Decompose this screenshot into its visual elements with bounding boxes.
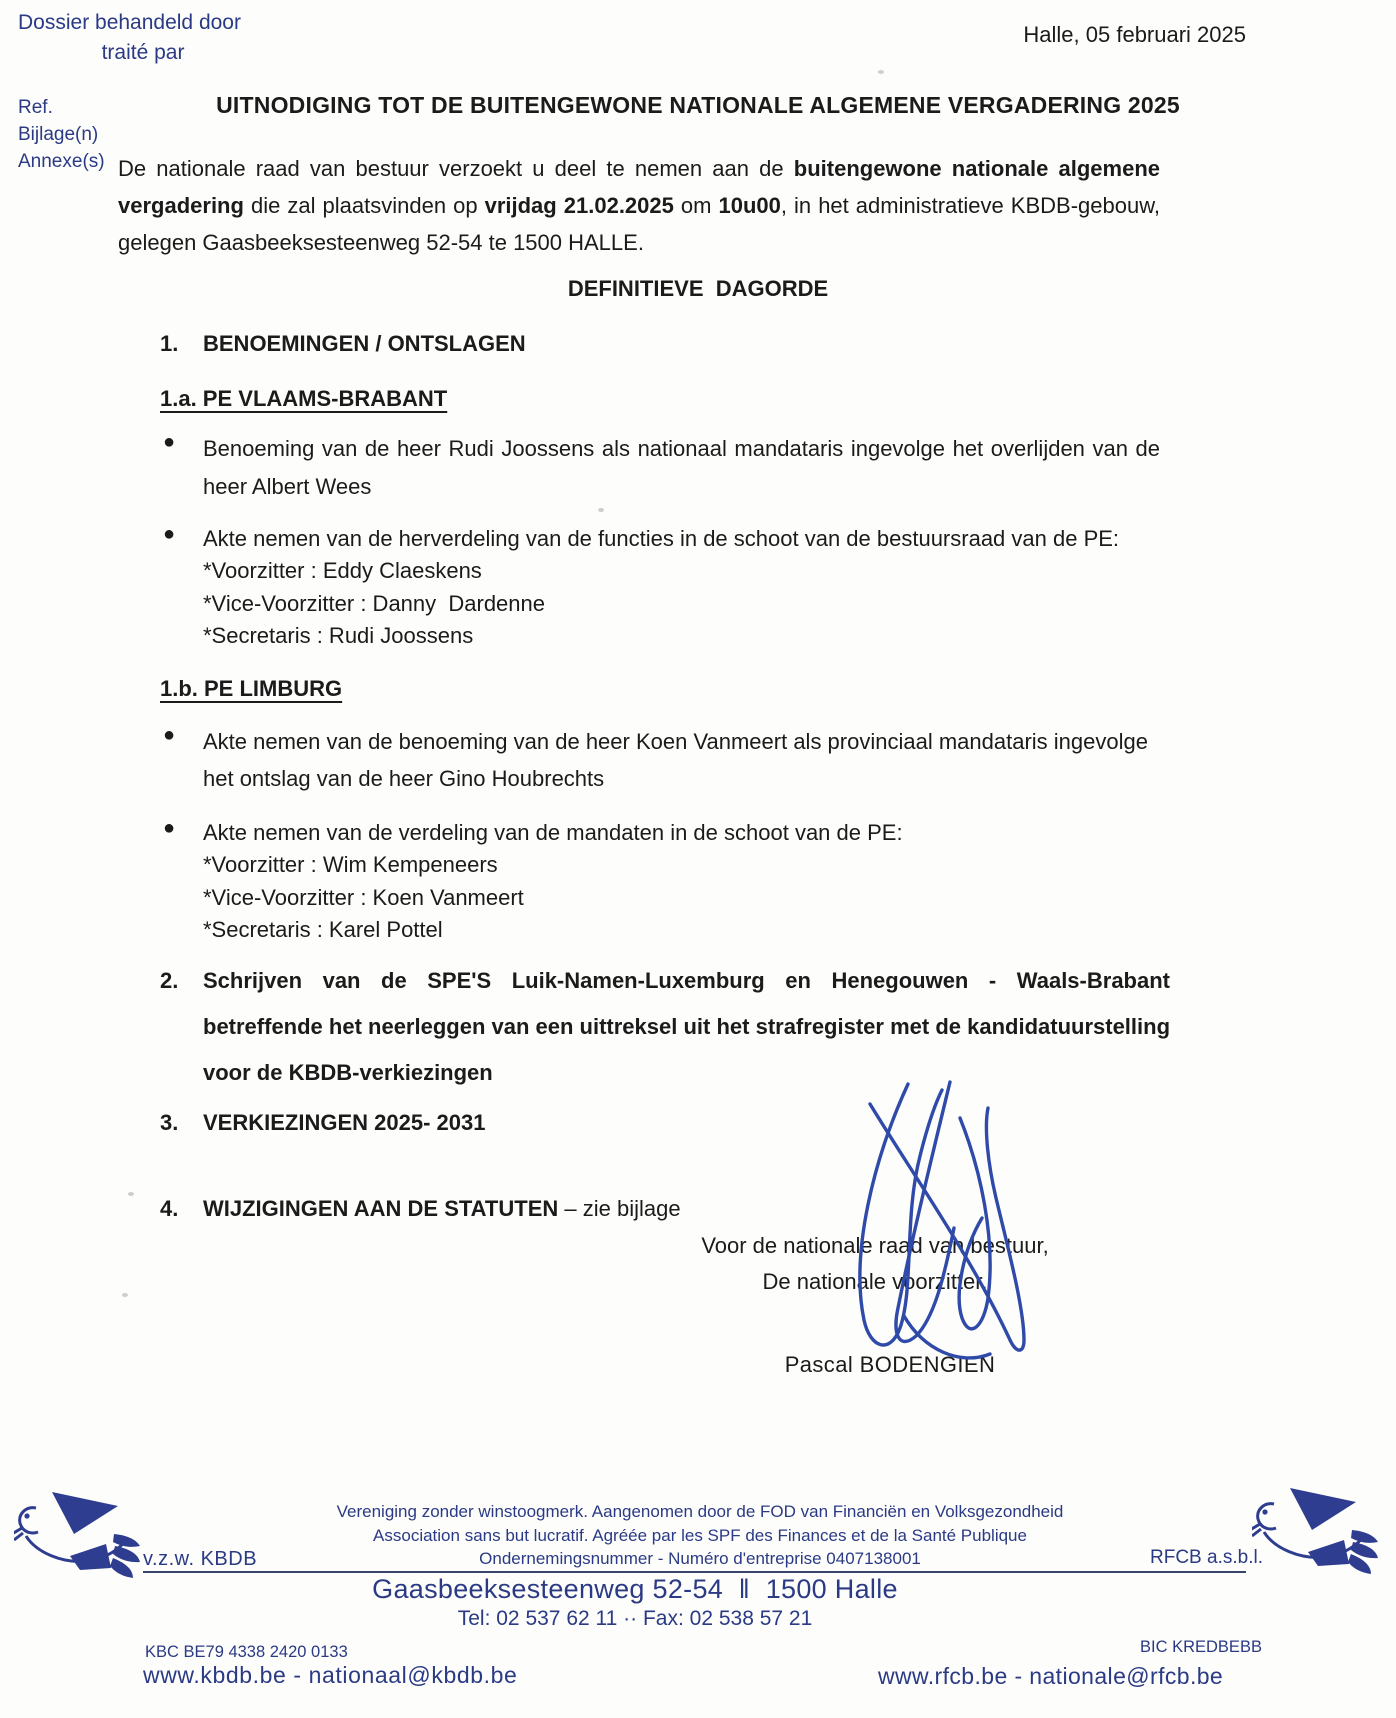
intro-part2: die zal plaatsvinden op (243, 193, 485, 218)
website-email-kbdb: www.kbdb.be - nationaal@kbdb.be (143, 1662, 518, 1688)
agenda-item-2-number: 2. (160, 968, 179, 993)
bullet-1b-2 (163, 816, 1160, 947)
handled-by-nl: Dossier behandeld door (18, 11, 241, 34)
agenda-item-1 (160, 331, 526, 357)
agenda-item-3-number: 3. (160, 1110, 179, 1135)
role-voorzitter: *Voorzitter : Wim Kempeneers (203, 852, 498, 877)
bullet-1b-2-text (203, 816, 1160, 947)
pigeon-logo (1252, 1486, 1380, 1594)
bullet-1a-2 (163, 522, 1160, 653)
role-vice-voorzitter: *Vice-Voorzitter : Danny Dardenne (203, 590, 545, 616)
intro-part1: De nationale raad van bestuur verzoekt u deel te nemen aan de (118, 156, 794, 181)
footer-divider (143, 1571, 1246, 1573)
street-address: Gaasbeeksesteenweg 52-54 ‖ 1500 Halle (372, 1574, 898, 1604)
closing-line-1: Voor de nationale raad van bestuur, (701, 1233, 1049, 1258)
bullet-1a-1 (163, 430, 1160, 506)
legal-note-fr: Association sans but lucratif. Agréée par les SPF des Finances et de la Santé Publique (373, 1525, 1027, 1545)
org-name-kbdb: v.z.w. KBDB (143, 1548, 258, 1570)
closing-line-2: De nationale voorzitter, (762, 1269, 988, 1294)
bullet-icon: ● (163, 724, 176, 746)
legal-notes (200, 1500, 1200, 1571)
bullet-icon: ● (163, 523, 176, 545)
bullet-1a-1-text: Benoeming van de heer Rudi Joossens als nationaal mandataris ingevolge het overlijden van de heer Albert Wees (203, 436, 1160, 499)
agenda-item-2 (160, 958, 1170, 1096)
section-1b-heading: 1.b. PE LIMBURG (160, 676, 343, 701)
iban-number: KBC BE79 4338 2420 0133 (145, 1643, 348, 1661)
bic-code: BIC KREDBEBB (1140, 1638, 1262, 1656)
handled-by-fr: traité par (101, 41, 185, 64)
agenda-item-4 (160, 1196, 681, 1222)
bullet-icon: ● (163, 817, 176, 839)
bullet-icon: ● (163, 431, 176, 453)
role-secretaris: *Secretaris : Karel Pottel (203, 917, 443, 942)
bullet-1a-2-intro: Akte nemen van de herverdeling van de functies in de schoot van de bestuursraad van de PE: (203, 526, 1120, 551)
legal-note-nl: Vereniging zonder winstoogmerk. Aangenomen door de FOD van Financiën en Volksgezondheid (336, 1502, 1064, 1521)
closing-block (640, 1228, 1110, 1300)
agenda-item-4-label (203, 1196, 681, 1222)
agenda-item-4-bold: WIJZIGINGEN AAN DE STATUTEN (203, 1196, 559, 1221)
section-1a-heading: 1.a. PE VLAAMS-BRABANT (160, 386, 448, 411)
scan-artifact (598, 508, 604, 512)
agenda-item-2-label: Schrijven van de SPE'S Luik-Namen-Luxemburg en Henegouwen - Waals-Brabant betreffende het neerleggen van een uittreksel uit het strafregister met de kandidatuurstelling voor de KBDB-verkiezingen (203, 968, 1171, 1085)
intro-part3: om (673, 193, 719, 218)
attachments-label-fr: Annexe(s) (18, 151, 105, 172)
agenda-item-3-label: VERKIEZINGEN 2025- 2031 (203, 1110, 486, 1135)
role-secretaris: *Secretaris : Rudi Joossens (203, 623, 474, 648)
enterprise-number: Ondernemingsnummer - Numéro d'entreprise 0407138001 (479, 1549, 921, 1568)
handled-by-block (18, 8, 268, 68)
role-voorzitter: *Voorzitter : Eddy Claeskens (203, 558, 482, 583)
pigeon-logo (14, 1490, 142, 1598)
website-email-rfcb: www.rfcb.be - nationale@rfcb.be (878, 1663, 1224, 1689)
document-title: UITNODIGING TOT DE BUITENGEWONE NATIONALE ALGEMENE VERGADERING 2025 (216, 92, 1180, 118)
intro-paragraph (118, 150, 1160, 261)
role-vice-voorzitter: *Vice-Voorzitter : Koen Vanmeert (203, 884, 524, 910)
agenda-item-1-number: 1. (160, 331, 179, 356)
bullet-1b-2-intro: Akte nemen van de verdeling van de mandaten in de schoot van de PE: (203, 820, 903, 845)
bullet-1b-1 (163, 723, 1160, 797)
scan-artifact (878, 70, 884, 74)
signer-name: Pascal BODENGIEN (784, 1352, 996, 1377)
agenda-item-4-number: 4. (160, 1196, 179, 1221)
intro-bold1: buitengewone nationale algemene vergadering (118, 156, 1160, 218)
intro-bold3: 10u00 (718, 193, 781, 218)
place-date: Halle, 05 februari 2025 (1023, 22, 1246, 47)
scan-artifact (128, 1192, 134, 1196)
attachments-label-nl: Bijlage(n) (18, 124, 99, 145)
intro-part4: , in het administratieve KBDB-gebouw, gelegen Gaasbeeksesteenweg 52-54 te 1500 HALLE. (118, 193, 1160, 255)
agenda-heading: DEFINITIEVE DAGORDE (567, 276, 829, 301)
agenda-item-4-rest: – zie bijlage (558, 1196, 681, 1221)
bullet-1b-1-text: Akte nemen van de benoeming van de heer Koen Vanmeert als provinciaal mandataris ingevolge het ontslag van de heer Gino Houbrechts (203, 729, 1148, 791)
agenda-item-3 (160, 1110, 485, 1136)
org-name-rfcb: RFCB a.s.b.l. (1150, 1547, 1263, 1568)
agenda-item-1-label: BENOEMINGEN / ONTSLAGEN (203, 331, 526, 356)
tel-fax: Tel: 02 537 62 11 ·· Fax: 02 538 57 21 (457, 1607, 813, 1630)
scan-artifact (122, 1293, 128, 1297)
intro-bold2: vrijdag 21.02.2025 (484, 193, 674, 218)
bullet-1a-2-text (203, 522, 1160, 653)
ref-label: Ref. (18, 97, 53, 118)
